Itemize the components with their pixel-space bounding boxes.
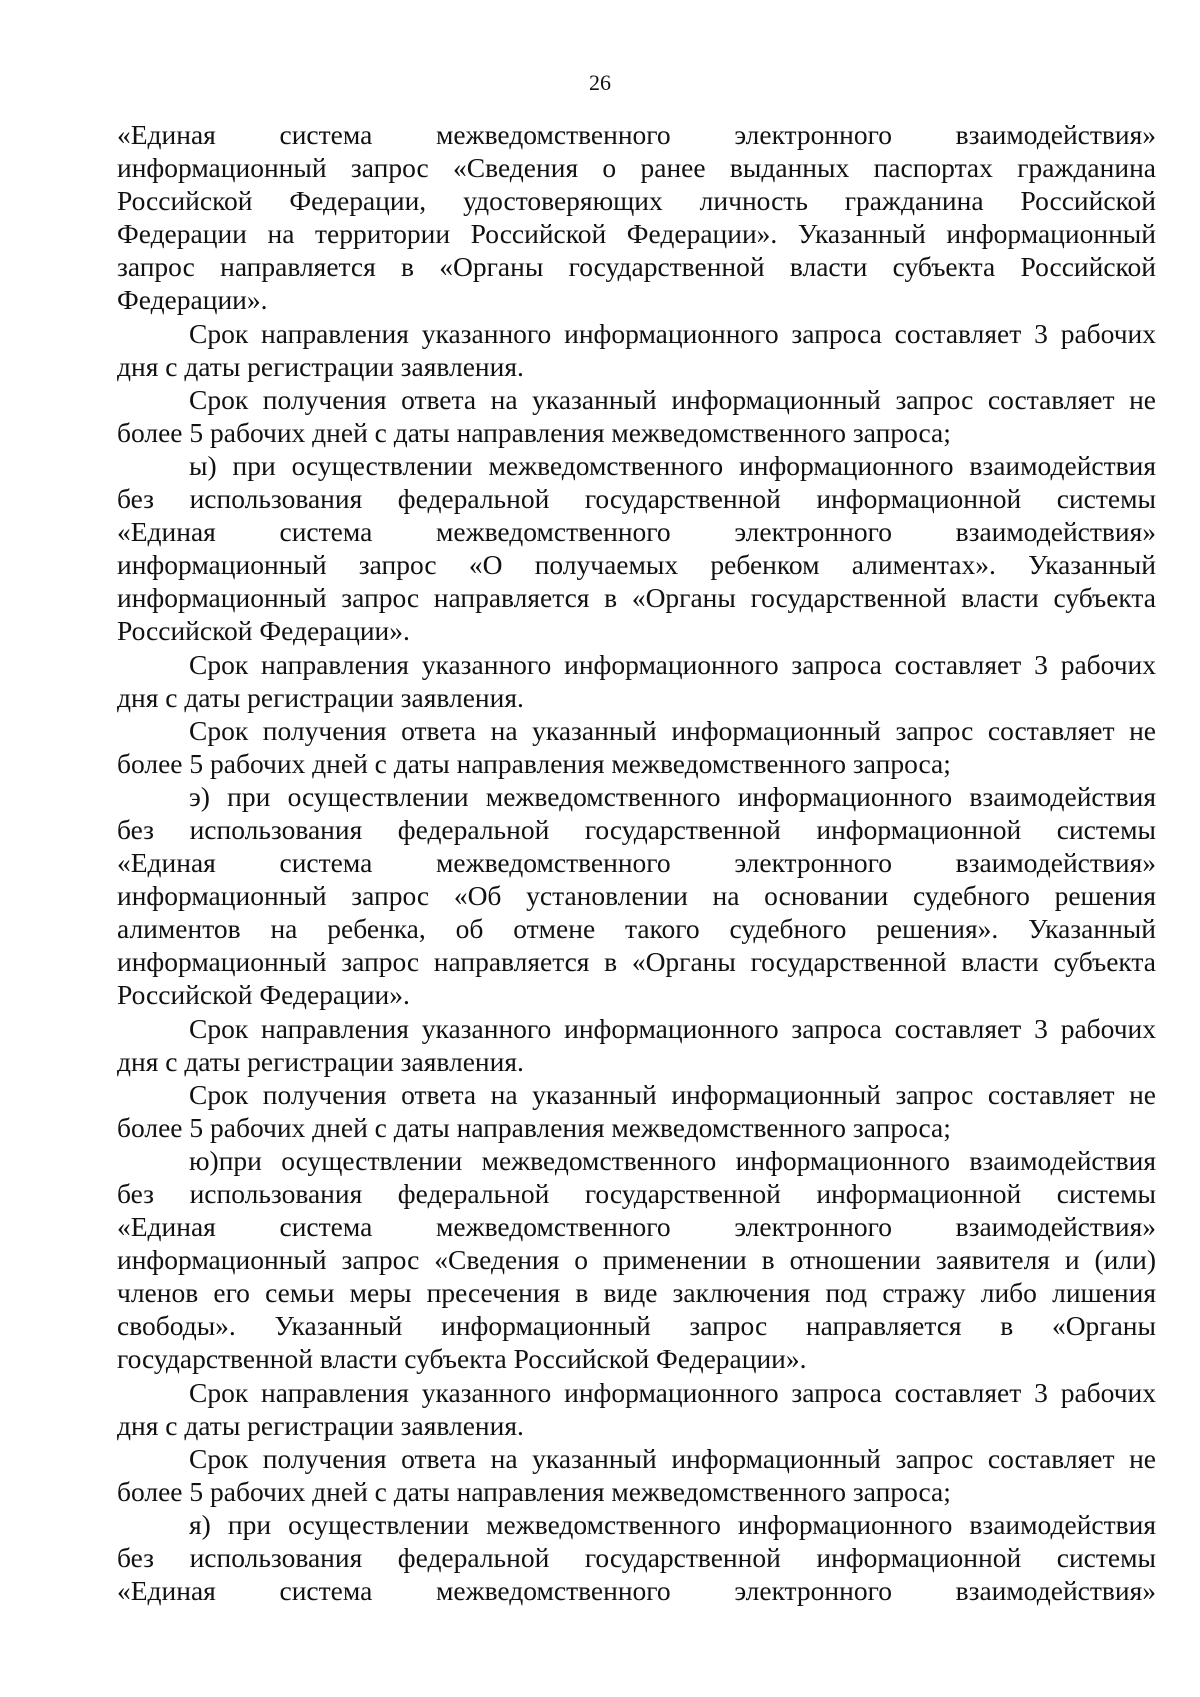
text-line: запрос направляется в «Органы государственной власти субъекта Российской [117,251,1156,283]
text-line: Российской Федерации». [117,615,410,647]
text-line: более 5 рабочих дней с даты направления межведомственного запроса; [117,416,951,448]
text-line: информационный запрос «О получаемых ребенком алиментах». Указанный [117,549,1156,581]
text-line: Срок получения ответа на указанный информационный запрос составляет не [189,714,1156,746]
text-line: без использования федеральной государственной информационной системы [117,813,1156,845]
text-line: Срок получения ответа на указанный информационный запрос составляет не [189,383,1156,415]
text-line: Федерации на территории Российской Федерации». Указанный информационный [117,218,1156,250]
text-line: дня с даты регистрации заявления. [117,1045,524,1077]
text-line: информационный запрос направляется в «Органы государственной власти субъекта [117,946,1156,978]
text-line: Российской Федерации, удостоверяющих личность гражданина Российской [117,185,1156,217]
text-line: Срок направления указанного информационного запроса составляет 3 рабочих [189,1012,1156,1044]
text-line: «Единая система межведомственного электронного взаимодействия» [117,1575,1156,1607]
text-line: э) при осуществлении межведомственного информационного взаимодействия [189,780,1156,812]
text-line: Федерации». [117,284,268,316]
text-line: я) при осуществлении межведомственного информационного взаимодействия [189,1508,1156,1540]
text-line: информационный запрос «Сведения о применении в отношении заявителя и (или) [117,1244,1156,1276]
text-line: «Единая система межведомственного электронного взаимодействия» [117,516,1156,548]
text-line: без использования федеральной государственной информационной системы [117,483,1156,515]
text-line: государственной власти субъекта Российской Федерации». [117,1343,807,1375]
text-line: без использования федеральной государственной информационной системы [117,1178,1156,1209]
text-line: информационный запрос «Об установлении на основании судебного решения [117,880,1156,912]
text-line: информационный запрос направляется в «Органы государственной власти субъекта [117,582,1156,614]
text-line: Срок получения ответа на указанный информационный запрос составляет не [189,1442,1156,1474]
text-line: Срок получения ответа на указанный информационный запрос составляет не [189,1078,1156,1110]
text-line: «Единая система межведомственного электронного взаимодействия» [117,119,1156,150]
text-line: «Единая система межведомственного электронного взаимодействия» [117,847,1156,879]
text-line: Срок направления указанного информационного запроса составляет 3 рабочих [189,648,1156,680]
text-line: свободы». Указанный информационный запрос направляется в «Органы [117,1310,1156,1342]
text-line: Срок направления указанного информационного запроса составляет 3 рабочих [189,317,1156,349]
page-number: 26 [589,70,611,95]
text-line: дня с даты регистрации заявления. [117,1409,524,1441]
body-text [117,118,1156,1607]
text-line: более 5 рабочих дней с даты направления межведомственного запроса; [117,1475,951,1507]
text-line: Срок направления указанного информационного запроса составляет 3 рабочих [189,1376,1156,1408]
text-line: ю)при осуществлении межведомственного информационного взаимодействия [189,1144,1156,1176]
text-line: более 5 рабочих дней с даты направления межведомственного запроса; [117,747,951,779]
text-line: Российской Федерации». [117,979,410,1011]
text-line: членов его семьи меры пресечения в виде заключения под стражу либо лишения [117,1277,1156,1309]
text-line: ы) при осуществлении межведомственного информационного взаимодействия [189,449,1156,481]
text-line: без использования федеральной государственной информационной системы [117,1542,1156,1574]
text-line: алиментов на ребенка, об отмене такого судебного решения». Указанный [117,913,1156,945]
text-line: дня с даты регистрации заявления. [117,350,524,382]
text-line: дня с даты регистрации заявления. [117,681,524,713]
text-line: более 5 рабочих дней с даты направления межведомственного запроса; [117,1111,951,1143]
text-line: информационный запрос «Сведения о ранее выданных паспортах гражданина [117,152,1156,184]
text-line: «Единая система межведомственного электронного взаимодействия» [117,1211,1156,1243]
